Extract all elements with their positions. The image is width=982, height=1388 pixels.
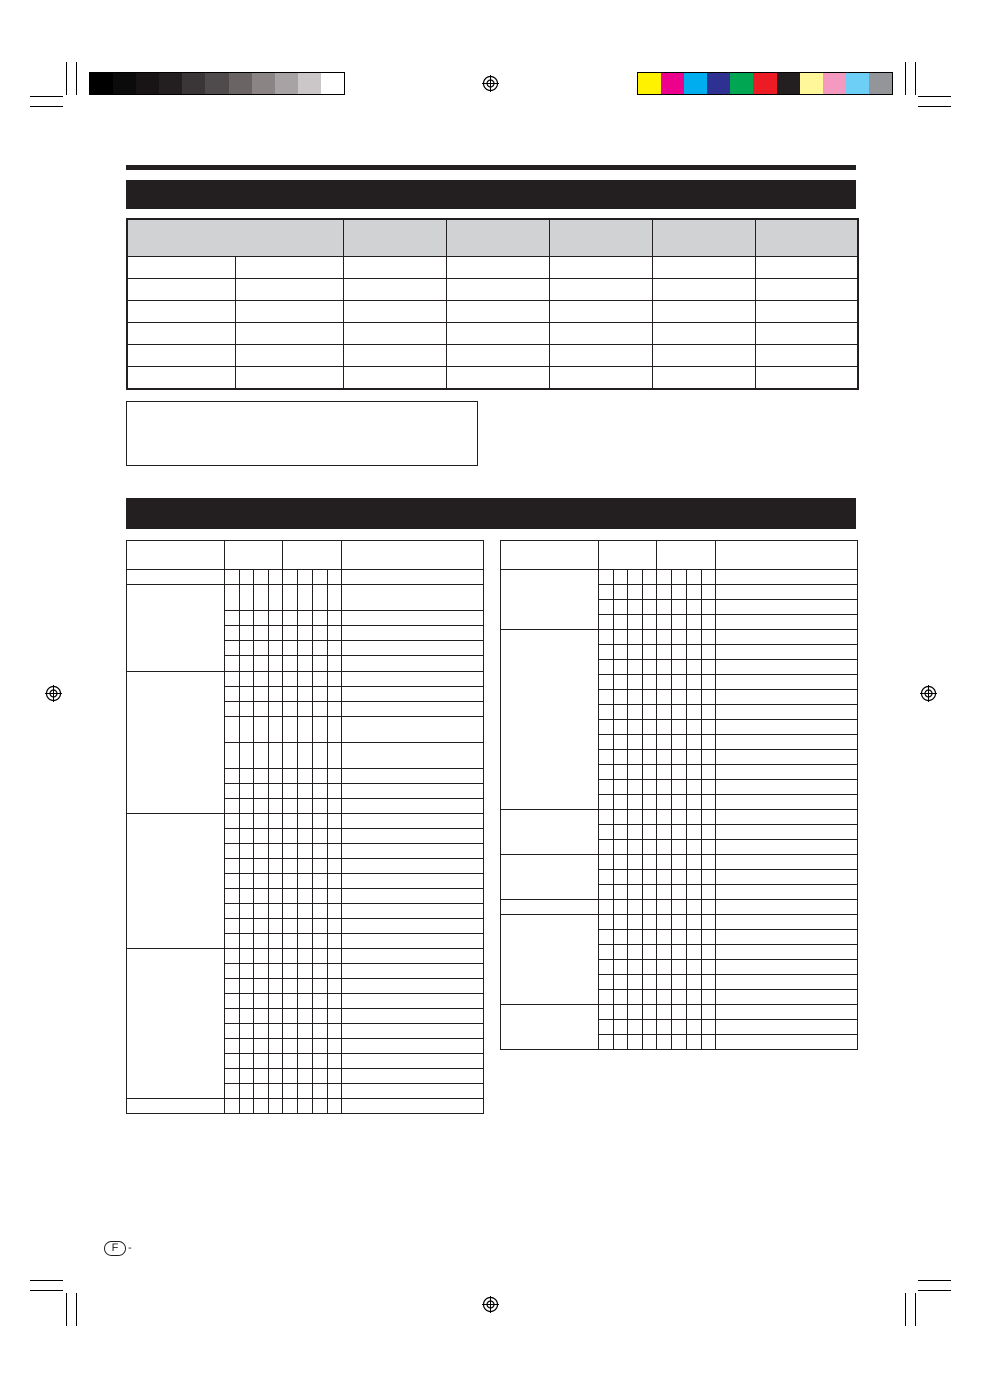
table-row	[127, 570, 484, 585]
table-row	[127, 323, 858, 345]
compat-table-header-cell	[224, 541, 282, 570]
spec-table-header-cell	[755, 219, 858, 256]
table-row	[501, 915, 858, 930]
table-row	[501, 810, 858, 825]
gray-swatch	[205, 73, 228, 94]
color-swatch	[661, 73, 684, 94]
spec-table-header-cell	[127, 219, 343, 256]
table-row	[501, 570, 858, 585]
group-label-cell	[127, 570, 225, 585]
section-title-band	[126, 180, 856, 209]
table-row	[127, 256, 858, 278]
gray-swatch	[275, 73, 298, 94]
group-label-cell	[501, 570, 599, 630]
group-label-cell	[127, 814, 225, 949]
group-label-cell	[127, 1099, 225, 1114]
table-row	[127, 367, 858, 389]
group-label-cell	[501, 855, 599, 900]
group-label-cell	[501, 630, 599, 810]
color-swatch	[800, 73, 823, 94]
table-row	[127, 345, 858, 367]
compat-table-header-cell	[283, 541, 341, 570]
table-row	[127, 300, 858, 322]
gray-swatch	[182, 73, 205, 94]
group-label-cell	[501, 1005, 599, 1050]
registration-mark-icon	[482, 1296, 499, 1313]
page-header-rule	[126, 165, 856, 170]
spec-table-header-cell	[343, 219, 446, 256]
table-row	[127, 672, 484, 687]
compat-table-header-cell	[341, 541, 483, 570]
group-label-cell	[501, 810, 599, 855]
gray-swatch	[90, 73, 113, 94]
table-row	[501, 1005, 858, 1020]
group-label-cell	[501, 900, 599, 915]
color-swatch	[684, 73, 707, 94]
registration-mark-icon	[482, 75, 499, 92]
table-row	[127, 585, 484, 611]
registration-mark-icon	[920, 685, 937, 702]
spec-table-header-cell	[652, 219, 755, 256]
gray-swatch	[252, 73, 275, 94]
group-label-cell	[127, 949, 225, 1099]
spec-table-header-cell	[446, 219, 549, 256]
compat-table-header-row	[501, 541, 858, 570]
gray-swatch	[159, 73, 182, 94]
compat-table-header-cell	[598, 541, 656, 570]
spec-table-header-row	[127, 219, 858, 256]
group-label-cell	[501, 915, 599, 1005]
gray-swatch	[229, 73, 252, 94]
table-row	[127, 1099, 484, 1114]
color-swatch	[846, 73, 869, 94]
spec-table	[126, 218, 859, 390]
table-row	[127, 814, 484, 829]
spec-table-header-cell	[549, 219, 652, 256]
registration-mark-icon	[45, 685, 62, 702]
compat-table-header-cell	[657, 541, 715, 570]
color-swatch	[730, 73, 753, 94]
gray-swatch	[321, 73, 344, 94]
compat-table-header-row	[127, 541, 484, 570]
group-label-cell	[127, 672, 225, 814]
gray-swatch	[113, 73, 136, 94]
note-box	[126, 401, 478, 466]
compat-table-header-cell	[127, 541, 225, 570]
language-badge: F	[104, 1241, 126, 1256]
table-row	[501, 900, 858, 915]
compat-table-header-cell	[715, 541, 857, 570]
table-row	[501, 855, 858, 870]
group-label-cell	[127, 585, 225, 672]
page-number-separator: -	[128, 1242, 132, 1254]
compat-table-header-cell	[501, 541, 599, 570]
color-calibration-strip	[637, 72, 893, 95]
gray-swatch	[298, 73, 321, 94]
color-swatch	[869, 73, 892, 94]
color-swatch	[707, 73, 730, 94]
table-row	[127, 949, 484, 964]
grayscale-calibration-strip	[89, 72, 345, 95]
color-swatch	[823, 73, 846, 94]
color-swatch	[753, 73, 776, 94]
section-title-band	[126, 498, 856, 529]
color-swatch	[777, 73, 800, 94]
gray-swatch	[136, 73, 159, 94]
table-row	[501, 630, 858, 645]
table-row	[127, 278, 858, 300]
color-swatch	[638, 73, 661, 94]
